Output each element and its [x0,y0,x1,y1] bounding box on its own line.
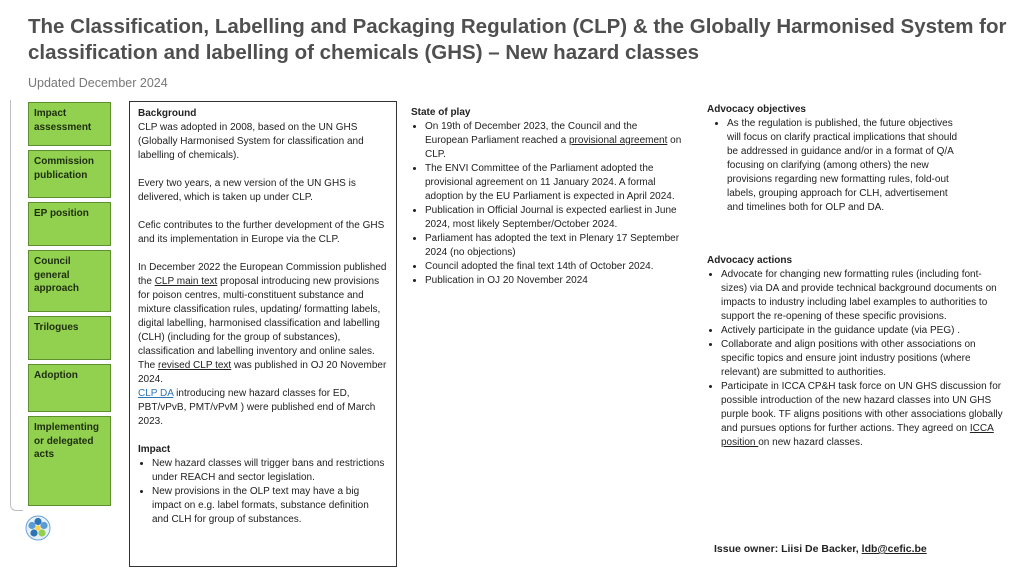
state-item: • Publication in OJ 20 November 2024 [425,274,683,288]
advocacy-actions-section [707,254,1005,450]
impact-list [138,457,388,527]
icca-position-link[interactable]: ICCA position [721,423,994,448]
action-item [721,380,1005,450]
cefic-logo-icon [24,514,52,542]
state-item: • Publication in Official Journal is expected earliest in June 2024, most likely September/October 2024. [425,204,683,232]
impact-item: • New provisions in the OLP text may have a big impact on e.g. label formats, substance definition and CLH for group of substances. [152,485,388,527]
owner-email-link[interactable]: ldb@cefic.be [861,543,927,555]
background-paragraph-2: Every two years, a new version of the UN GHS is delivered, which is taken up under CLP. [138,178,356,203]
state-item1-end: on CLP. [425,135,682,160]
background-paragraph-1: CLP was adopted in 2008, based on the UN GHS (Globally Harmonised System for classification and labelling of chemicals). [138,122,364,161]
background-heading: Background [138,108,197,119]
stage-commission-publication: Commission publication [28,150,111,198]
stage-impact-assessment: Impact assessment [28,102,111,146]
state-of-play-section [411,106,683,288]
p5-text: introducing new hazard classes for ED, PBT/vPvB, PMT/vPvM ) were published end of March 2023. [138,388,376,427]
p4-text-c: was published in OJ 20 November 2024. [138,360,387,385]
stage-trilogues: Trilogues [28,316,111,360]
advocacy-actions-list [707,268,1005,450]
impact-item: • New hazard classes will trigger bans and restrictions under REACH and sector legislation. [152,457,388,485]
state-item: • Council adopted the final text 14th of October 2024. [425,260,683,274]
action-item: • Advocate for changing new formatting rules (including font-sizes) via DA and provide technical background documents on impacts to industry including label examples to authorities to support the re-opening of these specific provisions. [721,268,1005,324]
background-box [129,101,397,567]
objective-item: • As the regulation is published, the future objectives will focus on clarify practical implications that should be addressed in guidance and/or in a format of Q/A focusing on clarifying (among others) the new provisions regarding new formatting rules, fold-out labels, grouping approach for CLH, advertisement and timelines both for OLP and DA. [727,117,967,215]
issue-owner-label: Issue owner: Liisi De Backer, [714,543,862,555]
advocacy-objectives-heading: Advocacy objectives [707,104,806,115]
state-item: • Parliament has adopted the text in Plenary 17 September 2024 (no objections) [425,232,683,260]
state-item [425,120,683,162]
issue-owner [714,543,927,555]
advocacy-objectives-section [707,103,1005,215]
action-item: • Collaborate and align positions with other associations on specific topics and ensure joint industry positions (where relevant) are submitted to authorities. [721,338,1005,380]
background-paragraph-4 [138,261,388,387]
state-item1-text: On 19th of December 2023, the Council and the European Parliament reached a [425,121,638,146]
action-item: • Actively participate in the guidance update (via PEG) . [721,324,1005,338]
impact-heading: Impact [138,444,171,455]
background-paragraph-3: Cefic contributes to the further development of the GHS and its implementation in Europe via the CLP. [138,220,385,245]
revised-clp-text-link[interactable]: revised CLP text [158,360,232,371]
advocacy-objectives-list [707,117,967,215]
background-paragraph-5 [138,387,388,429]
clp-main-text-link[interactable]: CLP main text [154,276,218,287]
clp-da-link[interactable]: CLP DA [138,388,174,399]
p4-text-a: In December 2022 the European Commission published the [138,262,387,287]
p4-text-b: proposal introducing new provisions for poison centres, multi-constituent substance and mixture classification rules, updating/ formatting labels, digital labelling, harmonised classification and labelling (CLH) (including for the group of substances), classification and labelling inventory and online sales. The [138,276,381,371]
page-subtitle: Updated December 2024 [28,76,168,90]
state-of-play-list [411,120,683,288]
action-item4-end: on new hazard classes. [758,437,863,448]
stage-ep-position: EP position [28,202,111,246]
state-of-play-heading: State of play [411,107,471,118]
stage-council-general-approach: Council general approach [28,250,111,312]
provisional-agreement-link[interactable]: provisional agreement [568,135,668,146]
stage-implementing-acts: Implementing or delegated acts [28,416,111,506]
page-title: The Classification, Labelling and Packaging Regulation (CLP) & the Globally Harmonised System for classification and labelling of chemicals (GHS) – New hazard classes [28,15,1007,64]
state-item: • The ENVI Committee of the Parliament adopted the provisional agreement on 11 January 2024. A formal adoption by the EU Parliament is expected in April 2024. [425,162,683,204]
advocacy-actions-heading: Advocacy actions [707,255,793,266]
action-item4-text: Participate in ICCA CP&H task force on UN GHS discussion for possible introduction of the new hazard classes into UN GHS purple book. TF aligns positions with other associations globally and pursues options for further actions. They agreed on [721,381,1003,434]
left-bracket-line [10,100,23,511]
stage-adoption: Adoption [28,364,111,412]
